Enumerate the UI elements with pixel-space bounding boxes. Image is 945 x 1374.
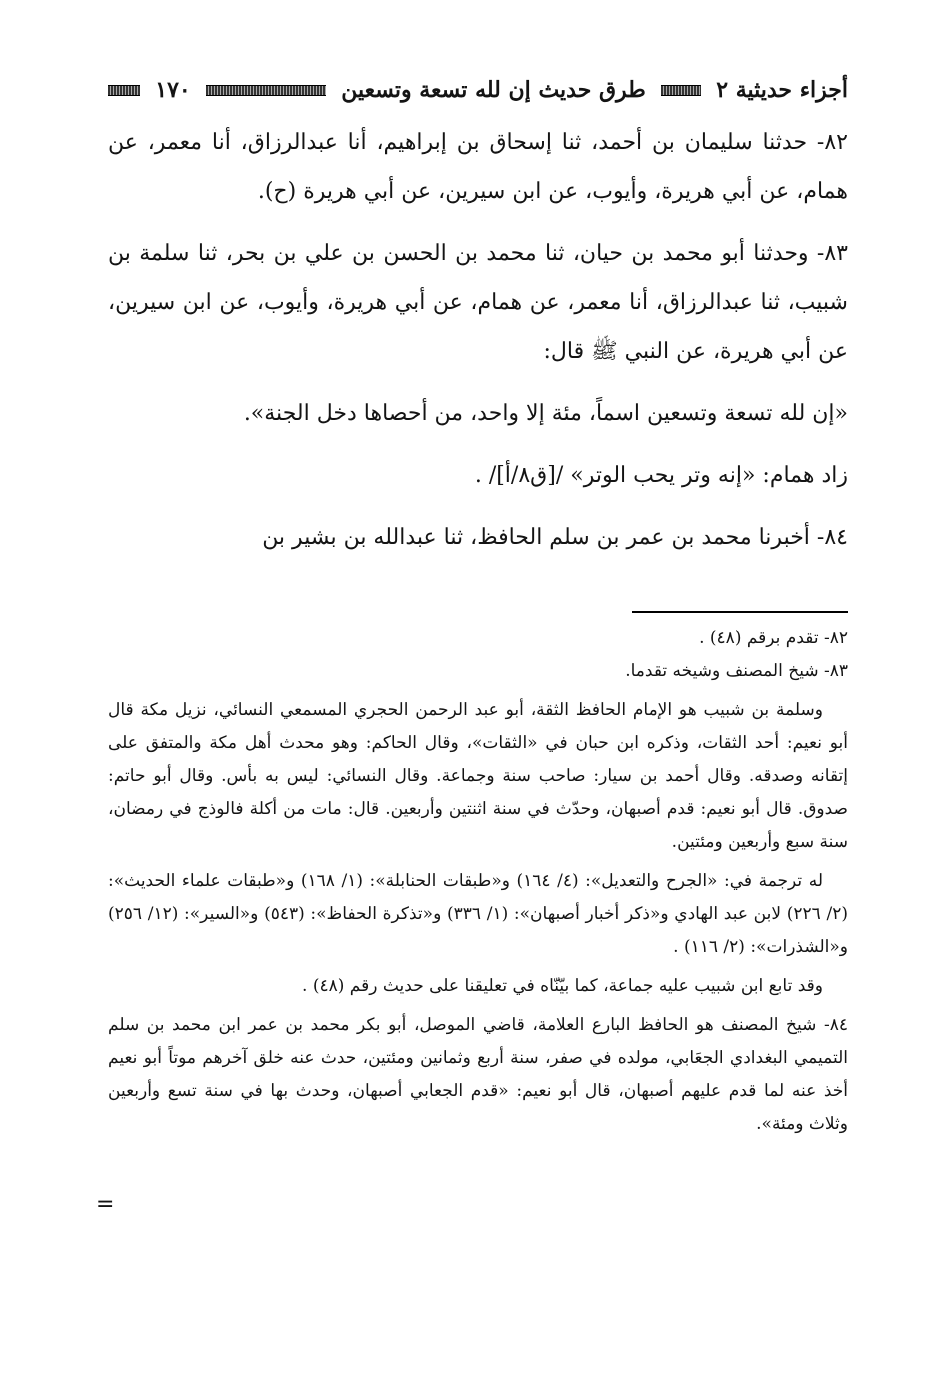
header-ornament-bar xyxy=(206,85,326,96)
footnote-salama-bio: وسلمة بن شبيب هو الإمام الحافظ الثقة، أبو عبد الرحمن الحجري المسمعي النسائي، نزيل مكة قال أبو نعيم: أحد الثقات، وذكره ابن حبان في «الثقات»، وقال الحاكم: وهو محدث أهل مكة والمتفق على إتقانه وصدقه. وقال أحمد بن سيار: صاحب سنة وجماعة. وقال النسائي: ليس به بأس. وقال أبو حاتم: صدوق. قال أبو نعيم: قدم أصبهان، وحدّث في سنة اثنتين وأربعين. قال: مات من أكلة فالوذج في رمضان، سنة سبع وأربعين ومئتين. xyxy=(108,700,848,852)
hadith-83: ٨٣- وحدثنا أبو محمد بن حيان، ثنا محمد بن الحسن بن علي بن بحر، ثنا سلمة بن شبيب، ثنا عبدالرزاق، أنا معمر، عن همام، عن أبي هريرة، وأيوب، عن ابن سيرين، عن أبي هريرة، عن النبي ﷺ قال: xyxy=(108,241,848,364)
footnote-83: ٨٣- شيخ المصنف وشيخه تقدما. xyxy=(625,661,848,681)
hadith-82: ٨٢- حدثنا سليمان بن أحمد، ثنا إسحاق بن إبراهيم، أنا عبدالرزاق، أنا معمر، عن همام، عن أبي هريرة، وأيوب، عن ابن سيرين، عن أبي هريرة (ح). xyxy=(108,130,848,204)
footnote-84: ٨٤- شيخ المصنف هو الحافظ البارع العلامة، قاضي الموصل، أبو بكر محمد بن عمر ابن محمد بن سلم التميمي البغدادي الجعَابي، مولده في صفر، سنة أربع وثمانين ومئتين، حدث عنه خلق آخرهم موتاً أبو نعيم أخذ عنه لما قدم عليهم أصبهان، قال أبو نعيم: «قدم الجعابي أصبهان، وحدث بها في سنة تسع وأربعين وثلاث ومئة». xyxy=(108,1015,848,1134)
page-header xyxy=(108,70,848,110)
book-title: أجزاء حديثية ٢ xyxy=(716,77,848,103)
continuation-mark: = xyxy=(96,1192,115,1217)
hadith-83-addition: زاد همام: «إنه وتر يحب الوتر» /[ق٨/أ]/ . xyxy=(474,463,848,488)
hadith-84-start: ٨٤- أخبرنا محمد بن عمر بن سلم الحافظ، ثنا عبدالله بن بشير بن xyxy=(262,525,848,550)
section-title: طرق حديث إن لله تسعة وتسعين xyxy=(341,77,646,103)
header-ornament-bar xyxy=(108,85,140,96)
footnote-82: ٨٢- تقدم برقم (٤٨) . xyxy=(699,628,848,648)
footnote-mutaba: وقد تابع ابن شبيب عليه جماعة، كما بيّنّاه في تعليقنا على حديث رقم (٤٨) . xyxy=(302,976,823,996)
hadith-83-matn: «إن لله تسعة وتسعين اسماً، مئة إلا واحد، من أحصاها دخل الجنة». xyxy=(243,401,848,426)
footnotes xyxy=(108,622,848,1141)
footnote-divider xyxy=(632,611,848,613)
page-number: ١٧٠ xyxy=(155,77,191,103)
footnote-sources: له ترجمة في: «الجرح والتعديل»: (٤/ ١٦٤) و«طبقات الحنابلة»: (١/ ١٦٨) و«طبقات علماء الحديث»: (٢/ ٢٢٦) لابن عبد الهادي و«ذكر أخبار أصبهان»: (١/ ٣٣٦) و«تذكرة الحفاظ»: (٥٤٣) و«السير»: (١٢/ ٢٥٦) و«الشذرات»: (٢/ ١١٦) . xyxy=(108,871,848,957)
header-ornament-bar xyxy=(661,85,701,96)
main-text xyxy=(108,118,848,562)
